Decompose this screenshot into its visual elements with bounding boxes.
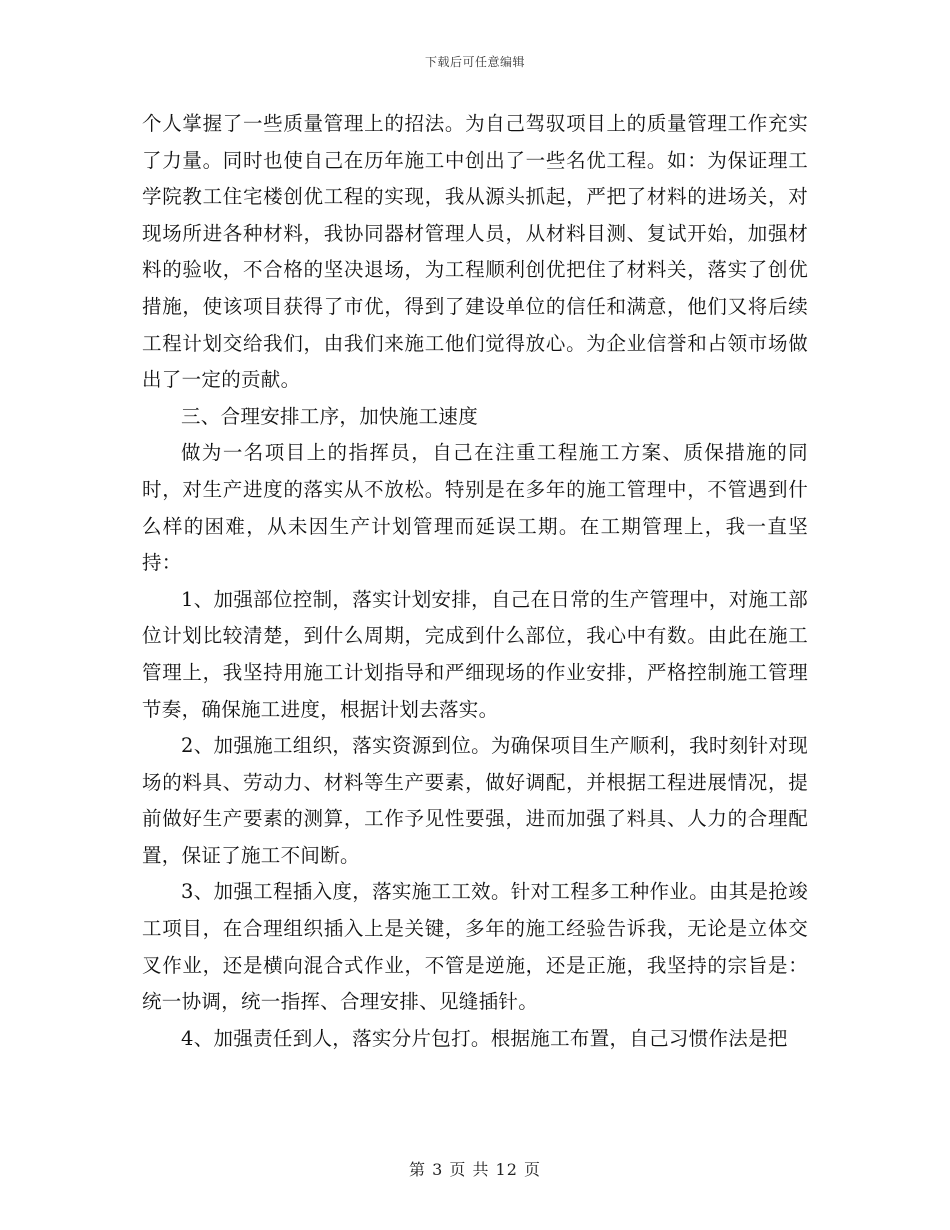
page-footer: 第 3 页 共 12 页: [409, 1160, 541, 1179]
document-body: [142, 106, 808, 1057]
list-item-1: 1、加强部位控制，落实计划安排，自己在日常的生产管理中，对施工部位计划比较清楚，到什么周期，完成到什么部位，我心中有数。由此在施工管理上，我坚持用施工计划指导和严细现场的作业安排，严格控制施工管理节奏，确保施工进度，根据计划去落实。: [142, 587, 808, 721]
section-heading-3: 三、合理安排工序，加快施工速度: [181, 404, 479, 428]
page-header: 下载后可任意编辑: [424, 55, 525, 69]
paragraph-1: 个人掌握了一些质量管理上的招法。为自己驾驭项目上的质量管理工作充实了力量。同时也使自己在历年施工中创出了一些名优工程。如：为保证理工学院教工住宅楼创优工程的实现，我从源头抓起，严把了材料的进场关，对现场所进各种材料，我协同器材管理人员，从材料目测、复试开始，加强材料的验收，不合格的坚决退场，为工程顺利创优把住了材料关，落实了创优措施，使该项目获得了市优，得到了建设单位的信任和满意，他们又将后续工程计划交给我们，由我们来施工他们觉得放心。为企业信誉和占领市场做出了一定的贡献。: [142, 112, 808, 392]
list-item-4: 4、加强责任到人，落实分片包打。根据施工布置，自己习惯作法是把: [181, 1026, 788, 1050]
list-item-3: 3、加强工程插入度，落实施工工效。针对工程多工种作业。由其是抢竣工项目，在合理组织插入上是关键，多年的施工经验告诉我，无论是立体交叉作业，还是横向混合式作业，不管是逆施，还是正施，我坚持的宗旨是：统一协调，统一指挥、合理安排、见缝插针。: [142, 880, 808, 1014]
list-item-2: 2、加强施工组织，落实资源到位。为确保项目生产顺利，我时刻针对现场的料具、劳动力、材料等生产要素，做好调配，并根据工程进展情况，提前做好生产要素的测算，工作予见性要强，进而加强了料具、人力的合理配置，保证了施工不间断。: [142, 734, 808, 867]
paragraph-2: 做为一名项目上的指挥员，自己在注重工程施工方案、质保措施的同时，对生产进度的落实从不放松。特别是在多年的施工管理中，不管遇到什么样的困难，从未因生产计划管理而延误工期。在工期管理上，我一直坚持：: [142, 441, 808, 575]
